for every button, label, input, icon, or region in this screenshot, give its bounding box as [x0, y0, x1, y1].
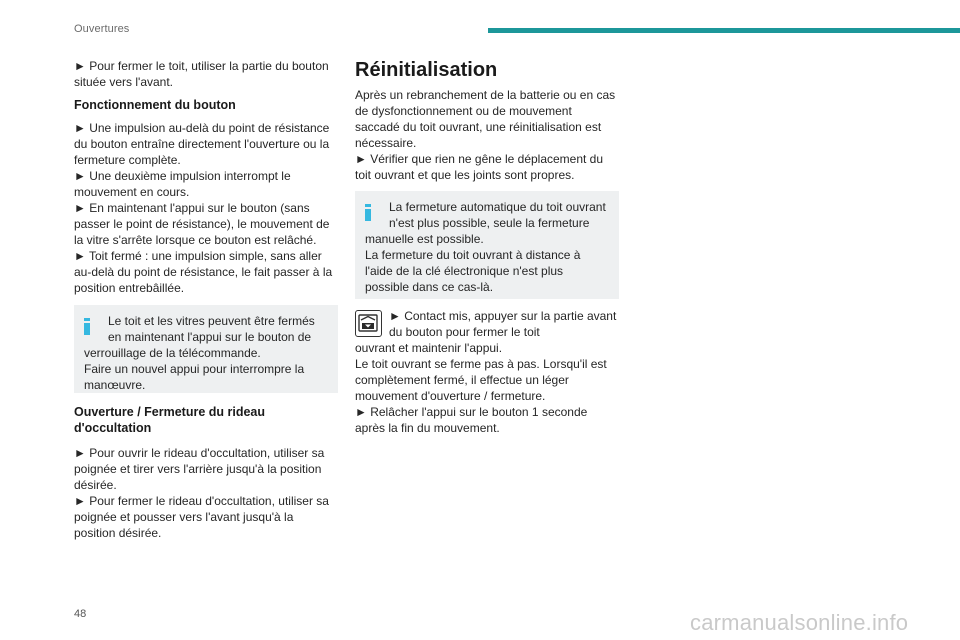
note-text: Le toit et les vitres peuvent être fermés en maintenant l'appui sur le bouton de [108, 314, 315, 344]
header-accent-bar [488, 28, 960, 33]
paragraph: Le toit ouvrant se ferme pas à pas. Lorsqu'il est complètement fermé, il effectue un léger mouvement d'ouverture / fermeture. [355, 357, 607, 403]
paragraph: ► Pour fermer le rideau d'occultation, utiliser sa poignée et pousser vers l'avant jusqu'à la position désirée. [74, 494, 329, 540]
roof-instruction [355, 308, 619, 356]
paragraph: ► Pour ouvrir le rideau d'occultation, utiliser sa poignée et tirer vers l'arrière jusqu'à la position désirée. [74, 446, 325, 492]
section-heading-bouton: Fonctionnement du bouton [74, 98, 236, 112]
paragraph: ► En maintenant l'appui sur le bouton (sans passer le point de résistance), le mouvement de la vitre s'arrête lorsque ce bouton est relâché. [74, 201, 330, 247]
section-heading-rideau: Ouverture / Fermeture du rideau d'occultation [74, 405, 266, 435]
note-text: La fermeture automatique du toit ouvrant n'est plus possible, seule la fermeture [389, 200, 606, 230]
watermark: carmanualsonline.info [690, 610, 909, 635]
paragraph: ► Vérifier que rien ne gêne le déplacement du toit ouvrant et que les joints sont propres. [355, 152, 604, 182]
sunroof-button-icon [355, 310, 382, 337]
info-icon [84, 318, 90, 335]
left-column [74, 58, 338, 541]
note-text: verrouillage de la télécommande. [84, 346, 261, 360]
note-text: Faire un nouvel appui pour interrompre la manœuvre. [84, 362, 305, 392]
paragraph: ouvrant et maintenir l'appui. [355, 341, 503, 355]
paragraph: ► Une impulsion au-delà du point de résistance du bouton entraîne directement l'ouverture ou la fermeture complète. [74, 121, 330, 167]
section-title-reinitialisation: Réinitialisation [355, 59, 498, 81]
paragraph: ► Contact mis, appuyer sur la partie avant du bouton pour fermer le toit [389, 309, 617, 339]
note-text: La fermeture du toit ouvrant à distance à l'aide de la clé électronique n'est plus possible dans ce cas-là. [365, 248, 581, 294]
paragraph: ► Pour fermer le toit, utiliser la partie du bouton située vers l'avant. [74, 59, 329, 89]
right-column [355, 58, 619, 436]
paragraph: Après un rebranchement de la batterie ou en cas de dysfonctionnement ou de mouvement saccadé du toit ouvrant, une réinitialisation est nécessaire. [355, 88, 616, 150]
page-number: 48 [74, 608, 87, 620]
info-icon [365, 204, 371, 221]
note-text: manuelle est possible. [365, 232, 484, 246]
info-note [74, 305, 338, 393]
info-note [355, 191, 619, 299]
paragraph: ► Toit fermé : une impulsion simple, sans aller au-delà du point de résistance, le fait passer à la position entrebâillée. [74, 249, 333, 295]
running-header: Ouvertures [74, 23, 130, 35]
paragraph: ► Une deuxième impulsion interrompt le mouvement en cours. [74, 169, 291, 199]
paragraph: ► Relâcher l'appui sur le bouton 1 seconde après la fin du mouvement. [355, 405, 588, 435]
